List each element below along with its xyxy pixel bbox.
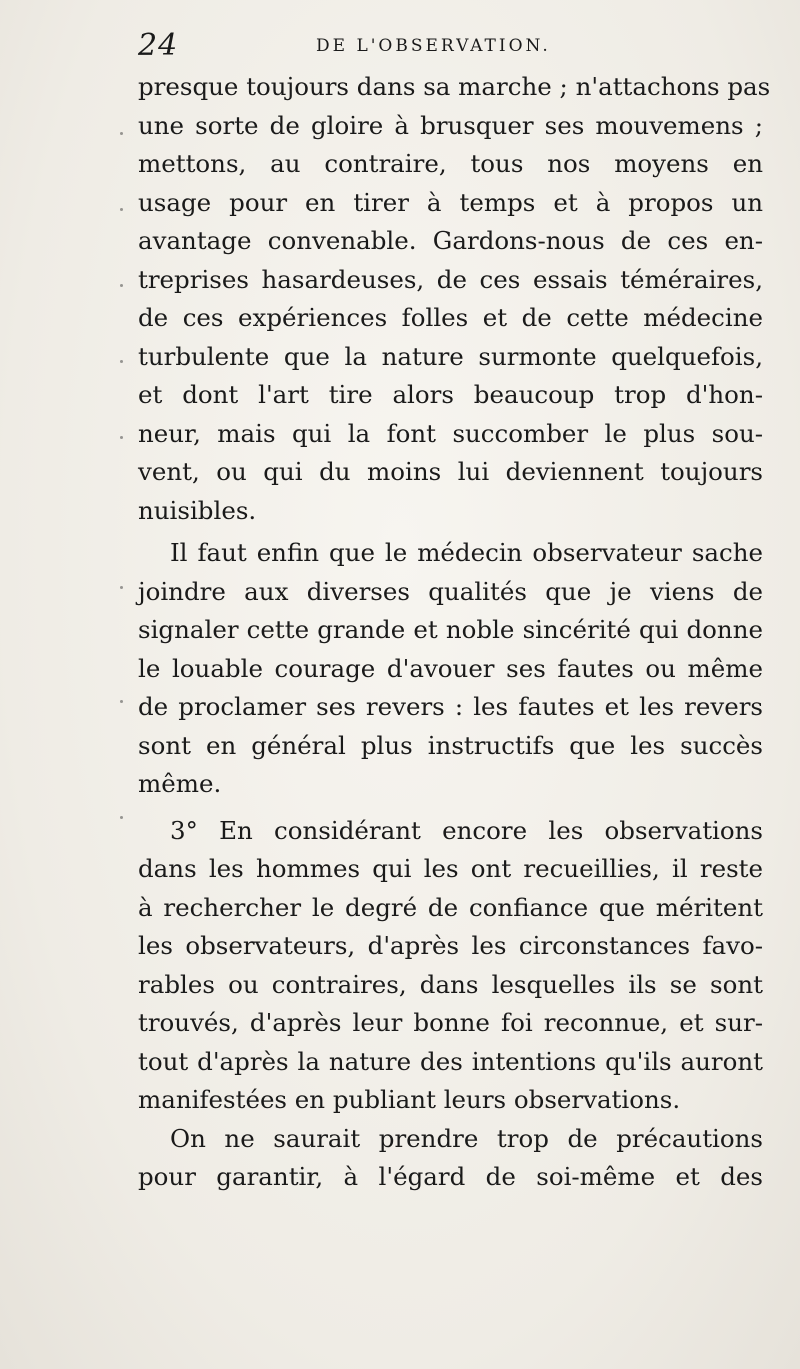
text-line: pour garantir, à l'égard de soi-même et des (138, 1162, 763, 1191)
running-head: DE L'OBSERVATION. (316, 36, 551, 56)
text-line: presque toujours dans sa marche ; n'attachons pas (138, 72, 771, 101)
margin-speck (120, 132, 123, 135)
text-line: tout d'après la nature des intentions qu'ils auront (138, 1046, 763, 1076)
text-line: trouvés, d'après leur bonne foi reconnue, et sur- (138, 1008, 763, 1037)
margin-speck (120, 208, 123, 211)
text-line: de ces expériences folles et de cette médecine (138, 303, 763, 332)
text-line: usage pour en tirer à temps et à propos un (138, 187, 763, 217)
text-line: une sorte de gloire à brusquer ses mouvemens ; (138, 110, 763, 140)
paragraph-start-line: On ne saurait prendre trop de précautions (170, 1123, 763, 1153)
text-line: mettons, au contraire, tous nos moyens en (138, 149, 763, 178)
text-line: avantage convenable. Gardons-nous de ces en- (138, 226, 763, 255)
text-line: les observateurs, d'après les circonstances favo- (138, 931, 763, 960)
margin-speck (120, 816, 123, 819)
text-line: nuisibles. (138, 495, 257, 525)
text-line: et dont l'art tire alors beaucoup trop d'hon- (138, 380, 763, 409)
text-line: à rechercher le degré de confiance que méritent (138, 892, 763, 922)
text-line: turbulente que la nature surmonte quelquefois, (138, 341, 763, 371)
text-line: de proclamer ses revers : les fautes et les revers (138, 692, 763, 721)
paragraph-start-line: Il faut enfin que le médecin observateur sache (170, 538, 763, 567)
text-line: rables ou contraires, dans lesquelles ils se sont (138, 969, 763, 999)
text-line: treprises hasardeuses, de ces essais téméraires, (138, 264, 763, 294)
text-line: manifestées en publiant leurs observations. (138, 1085, 681, 1114)
text-line: vent, ou qui du moins lui deviennent toujours (138, 457, 763, 486)
margin-speck (120, 284, 123, 287)
text-line: même. (138, 769, 222, 798)
margin-speck (120, 586, 123, 589)
text-line: signaler cette grande et noble sincérité qui donne (138, 615, 763, 644)
page-number: 24 (138, 28, 179, 63)
page-header (138, 28, 768, 68)
margin-speck (120, 700, 123, 703)
text-line: neur, mais qui la font succomber le plus sou- (138, 418, 763, 448)
body-text (138, 68, 771, 1197)
text-line: joindre aux diverses qualités que je viens de (138, 576, 763, 606)
text-line: le louable courage d'avouer ses fautes ou même (138, 653, 763, 683)
margin-speck (120, 360, 123, 363)
paragraph-start-line: 3° En considérant encore les observations (170, 815, 763, 845)
text-line: sont en général plus instructifs que les succès (138, 730, 763, 760)
text-line: dans les hommes qui les ont recueillies, il reste (138, 854, 763, 883)
margin-speck (120, 436, 123, 439)
